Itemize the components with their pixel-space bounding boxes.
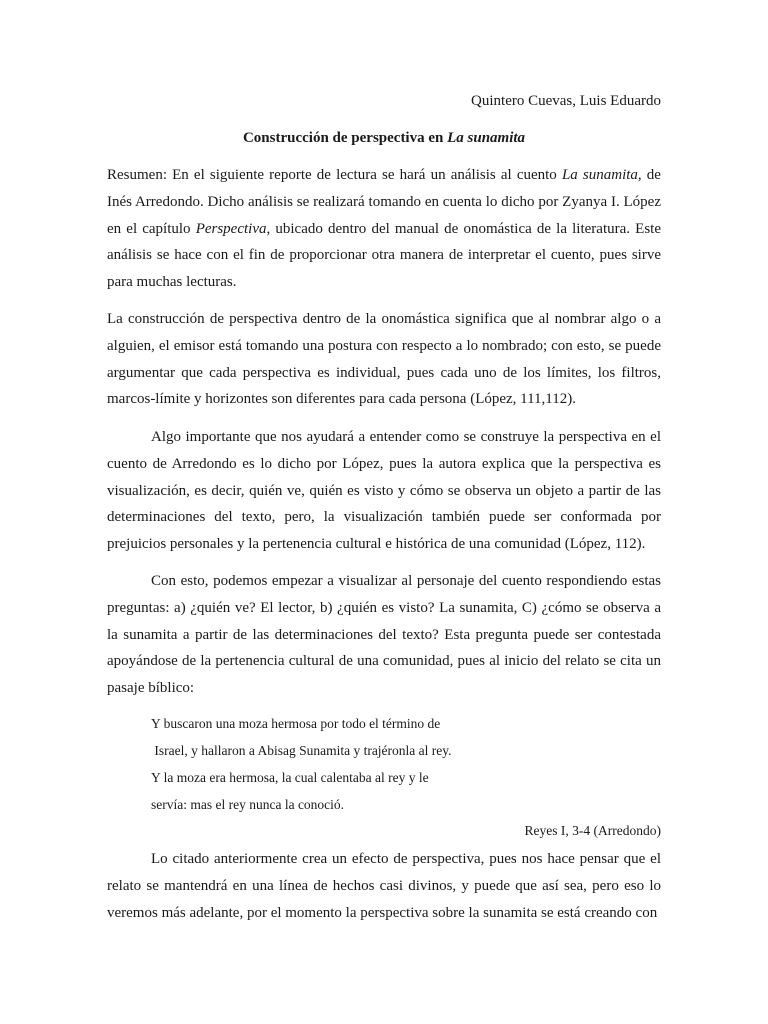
quote-line: Y buscaron una moza hermosa por todo el término de bbox=[151, 716, 441, 731]
author-name: Quintero Cuevas, Luis Eduardo bbox=[471, 93, 661, 109]
abstract-text-2: , de Inés Arredondo. Dicho análisis se realizará tomando en cuenta lo dicho por Zyanya I. López en el capítulo bbox=[107, 167, 661, 237]
title-italic: La sunamita bbox=[447, 130, 526, 146]
abstract-text-3: , ubicado dentro del manual de onomástica de la literatura. Este análisis se hace con el fin de proporcionar otra manera de interpretar el cuento, pues sirve para muchas lecturas. bbox=[107, 220, 661, 290]
quote-line: Y la moza era hermosa, la cual calentaba al rey y le bbox=[151, 770, 429, 785]
quote-citation: Reyes I, 3-4 (Arredondo) bbox=[524, 823, 661, 838]
body-paragraph-3: Algo importante que nos ayudará a entender como se construye la perspectiva en el cuento de Arredondo es lo dicho por López, pues la autora explica que la perspectiva es visualización, es decir, quién ve, quién es visto y cómo se observa un objeto a partir de las determinaciones del texto, pero, la visualización también puede ser conformada por prejuicios personales y la pertenencia cultural e histórica de una comunidad (López, 112). bbox=[107, 429, 661, 552]
quote-line: servía: mas el rey nunca la conoció. bbox=[151, 797, 345, 812]
biblical-quote bbox=[151, 710, 631, 818]
document-title bbox=[107, 128, 661, 148]
abstract-paragraph bbox=[107, 162, 661, 296]
body-paragraph-2: La construcción de perspectiva dentro de la onomástica significa que al nombrar algo o a alguien, el emisor está tomando una postura con respecto a lo nombrado; con esto, se puede argumentar que cada perspectiva es individual, pues cada uno de los límites, los filtros, marcos-límite y horizontes son diferentes para cada persona (López, 111,112). bbox=[107, 311, 661, 408]
abstract-italic-2: Perspectiva bbox=[195, 220, 267, 237]
title-text: Construcción de perspectiva en bbox=[242, 130, 448, 146]
body-paragraph-5: Lo citado anteriormente crea un efecto de perspectiva, pues nos hace pensar que el relato se mantendrá en una línea de hechos casi divinos, y puede que así sea, pero eso lo veremos más adelante, por el momento la perspectiva sobre la sunamita se está creando con bbox=[107, 851, 661, 921]
abstract-text-1: Resumen: En el siguiente reporte de lectura se hará un análisis al cuento bbox=[107, 167, 562, 183]
abstract-italic-1: La sunamita bbox=[561, 167, 638, 183]
quote-line: Israel, y hallaron a Abisag Sunamita y trajéronla al rey. bbox=[151, 743, 452, 758]
body-paragraph-4: Con esto, podemos empezar a visualizar al personaje del cuento respondiendo estas preguntas: a) ¿quién ve? El lector, b) ¿quién es visto? La sunamita, C) ¿cómo se observa a la sunamita a partir de las determinaciones del texto? Esta pregunta puede ser contestada apoyándose de la pertenencia cultural de una comunidad, pues al inicio del relato se cita un pasaje bíblico: bbox=[107, 573, 661, 696]
